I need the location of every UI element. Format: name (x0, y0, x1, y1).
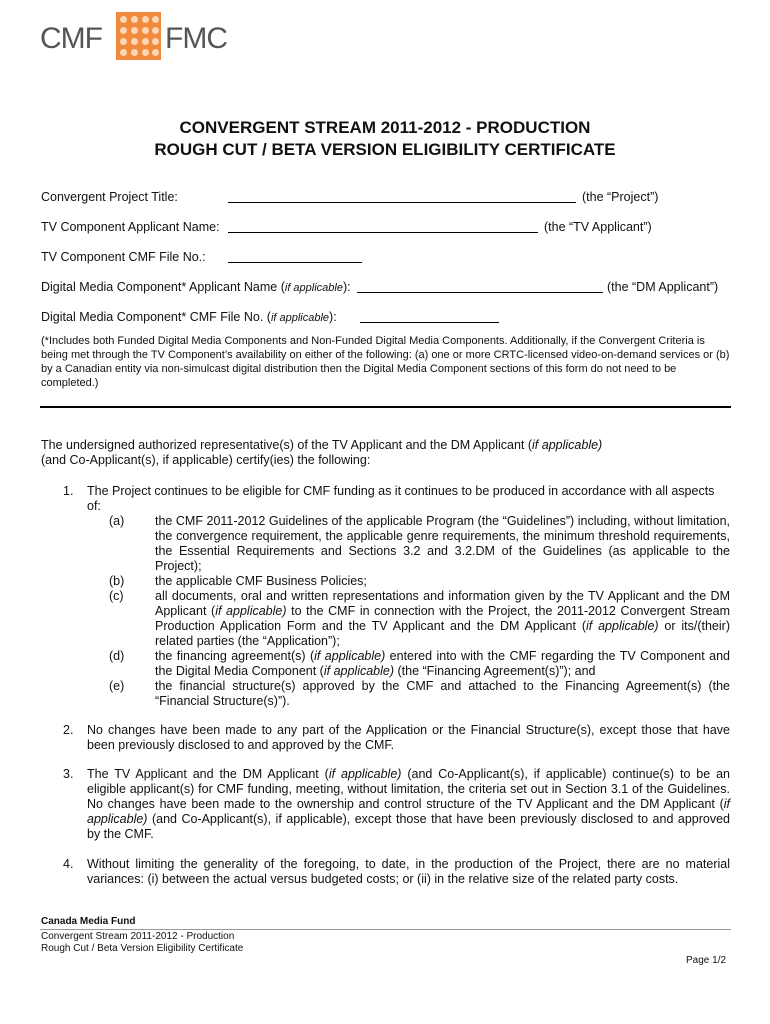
section-divider (40, 406, 731, 408)
document-title-line2: ROUGH CUT / BETA VERSION ELIGIBILITY CERTIFICATE (154, 140, 616, 159)
item-3-text: The TV Applicant and the DM Applicant (if applicable) (and Co-Applicant(s), if applicable) continue(s) to be an eligible applicant(s) for CMF funding, meeting, without limitation, the criteria set out in Section 3.1 of the Guidelines. No changes have been made to the ownership and control structure of the TV Applicant and the DM Applicant (if applicable) (and Co-Applicant(s), if applicable), except those that have been previously disclosed to and approved by the CMF. (87, 767, 730, 841)
dm-applicant-input-line[interactable] (357, 292, 603, 293)
certification-intro (41, 438, 731, 468)
item-1-text: The Project continues to be eligible for CMF funding as it continues to be produced in accordance with all aspects of: (87, 484, 715, 513)
footer-divider (40, 929, 731, 930)
intro-italic: if applicable) (532, 438, 603, 452)
dm-file-no-label-italic: if applicable (270, 312, 330, 324)
item-1a-text: the CMF 2011-2012 Guidelines of the applicable Program (the “Guidelines”) including, without limitation, the convergence requirement, the applicable genre requirements, the minimum threshold requirements, the Essential Requirements and Sections 3.2 and 3.2.DM of the Guidelines (as applicable to the Project); (155, 514, 730, 573)
page-number: Page 1/2 (686, 955, 727, 966)
dm-applicant-field (41, 280, 731, 294)
dm-file-no-label-b: ): (329, 310, 337, 324)
item-1d-text: the financing agreement(s) (if applicable) entered into with the CMF regarding the TV Component and the Digital Media Component (if applicable) (the “Financing Agreement(s)”); and (155, 649, 730, 678)
components-note: (*Includes both Funded Digital Media Components and Non-Funded Digital Media Components. Additionally, if the Convergent Criteria is being met through the TV Component’s availability on either of the following: (a) one or more CRTC-licensed video-on-demand services or (b) by a Canadian entity via non-simulcast digital distribution then the Digital Media Component sections of this form do not need to be completed.) (41, 335, 730, 389)
footer-org: Canada Media Fund (41, 916, 136, 927)
dm-file-no-field (41, 310, 731, 324)
project-title-input-line[interactable] (228, 202, 576, 203)
dm-applicant-label-b: ): (342, 280, 351, 294)
item-3-number: 3. (63, 767, 74, 781)
tv-file-no-field (41, 250, 731, 264)
item-4-number: 4. (63, 857, 74, 871)
cmf-fmc-logo (40, 12, 240, 62)
intro-text-a: The undersigned authorized representative(s) of the TV Applicant and the DM Applicant ( (41, 438, 533, 452)
item-4-text: Without limiting the generality of the foregoing, to date, in the production of the Project, there are no material variances: (i) between the actual versus budgeted costs; or (ii) in the relative size of the related party costs. (87, 857, 730, 886)
item-1e-letter: (e) (109, 679, 125, 693)
dm-applicant-suffix: (the “DM Applicant”) (607, 280, 719, 294)
dm-file-no-input-line[interactable] (360, 322, 499, 323)
item-1c-letter: (c) (109, 589, 124, 603)
tv-applicant-field (41, 220, 731, 234)
project-title-field (41, 190, 731, 204)
item-1-number: 1. (63, 484, 74, 498)
logo-fmc-text: FMC (165, 22, 227, 55)
logo-cmf-text: CMF (40, 22, 102, 55)
dm-applicant-label-a: Digital Media Component* Applicant Name ( (41, 280, 285, 294)
project-title-label: Convergent Project Title: (41, 190, 178, 204)
item-1b-letter: (b) (109, 574, 125, 588)
item-1e-text: the financial structure(s) approved by the CMF and attached to the Financing Agreement(s) (the “Financial Structure(s)”). (155, 679, 730, 708)
project-title-suffix: (the “Project”) (582, 190, 659, 204)
item-1b-text: the applicable CMF Business Policies; (155, 574, 367, 588)
logo-mosaic-icon (116, 12, 161, 60)
tv-applicant-label: TV Component Applicant Name: (41, 220, 220, 234)
footer-line1: Convergent Stream 2011-2012 - Production (41, 931, 235, 942)
document-title-line1: CONVERGENT STREAM 2011-2012 - PRODUCTION (179, 118, 591, 137)
intro-text-b: (and Co-Applicant(s), if applicable) certify(ies) the following: (41, 453, 371, 467)
tv-applicant-input-line[interactable] (228, 232, 538, 233)
dm-applicant-label-italic: if applicable (284, 282, 343, 294)
item-2-number: 2. (63, 723, 74, 737)
item-2-text: No changes have been made to any part of the Application or the Financial Structure(s), except those that have been previously disclosed to and approved by the CMF. (87, 723, 730, 752)
tv-file-no-input-line[interactable] (228, 262, 362, 263)
item-1c-text: all documents, oral and written representations and information given by the TV Applicant and the DM Applicant (if applicable) to the CMF in connection with the Project, the 2011-2012 Convergent Stream Production Application Form and the TV Applicant and the DM Applicant (if applicable) or its/(their) related parties (the “Application”); (155, 589, 730, 648)
tv-file-no-label: TV Component CMF File No.: (41, 250, 206, 264)
item-1d-letter: (d) (109, 649, 125, 663)
dm-file-no-label-a: Digital Media Component* CMF File No. ( (41, 310, 271, 324)
footer-line2: Rough Cut / Beta Version Eligibility Certificate (41, 943, 244, 954)
item-1a-letter: (a) (109, 514, 125, 528)
tv-applicant-suffix: (the “TV Applicant”) (544, 220, 652, 234)
